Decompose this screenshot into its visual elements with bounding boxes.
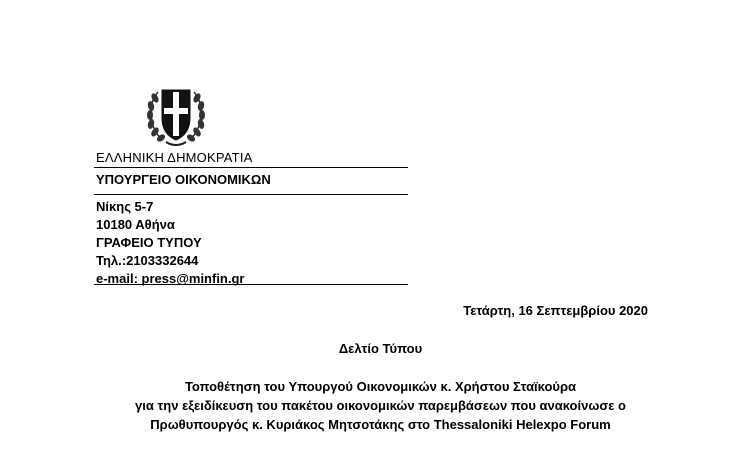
- divider: [94, 167, 408, 168]
- headline-line: για την εξειδίκευση του πακέτου οικονομικών παρεμβάσεων που ανακοίνωσε ο: [135, 398, 626, 413]
- ministry-name: ΥΠΟΥΡΓΕΙΟ ΟΙΚΟΝΟΜΙΚΩΝ: [96, 172, 271, 187]
- address-block: [96, 198, 244, 288]
- divider: [94, 284, 408, 285]
- press-office: ΓΡΑΦΕΙΟ ΤΥΠΟΥ: [96, 235, 202, 250]
- headline-line: Τοποθέτηση του Υπουργού Οικονομικών κ. Χρήστου Σταϊκούρα: [184, 379, 577, 394]
- divider: [94, 194, 408, 195]
- street-address: Νίκης 5-7: [96, 199, 154, 214]
- release-date: Τετάρτη, 16 Σεπτεμβρίου 2020: [463, 303, 648, 318]
- email: e-mail: press@minfin.gr: [96, 271, 245, 286]
- headline: [0, 377, 749, 434]
- postal-city: 10180 Αθήνα: [96, 217, 175, 232]
- phone: Τηλ.:2103332644: [96, 253, 199, 268]
- republic-label: ΕΛΛΗΝΙΚΗ ΔΗΜΟΚΡΑΤΙΑ: [96, 150, 253, 165]
- headline-line: Πρωθυπουργός κ. Κυριάκος Μητσοτάκης στο Thessaloniki Helexpo Forum: [150, 417, 611, 432]
- document-type: Δελτίο Τύπου: [338, 341, 423, 356]
- greek-coat-of-arms-icon: [140, 82, 212, 150]
